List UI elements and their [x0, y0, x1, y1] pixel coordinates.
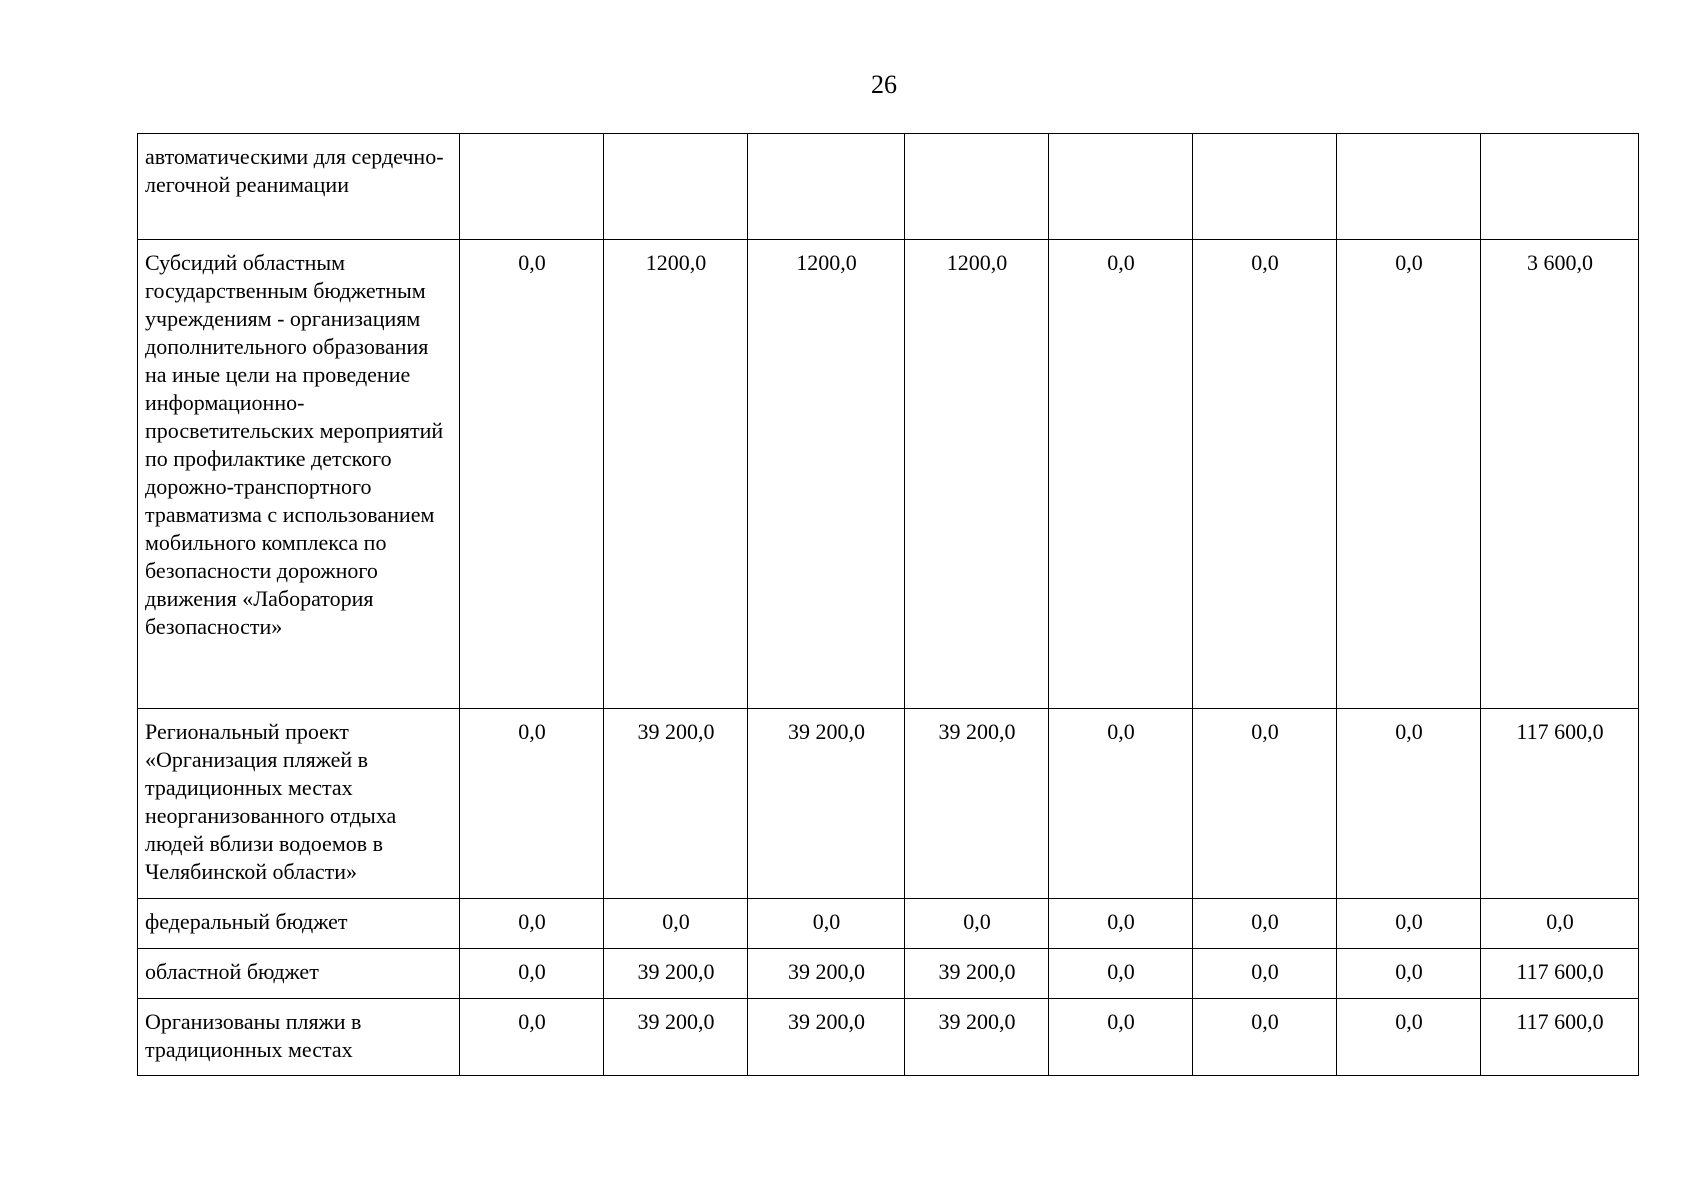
value-cell: 0,0 [1337, 949, 1481, 999]
row-label: Субсидий областным государственным бюджетным учреждениям - организациям дополнительного образования на иные цели на проведение информационно-просветительских мероприятий по профилактике детского дорожно-транспортного травматизма с использованием мобильного комплекса по безопасности дорожного движения «Лаборатория безопасности» [138, 240, 460, 709]
page-number: 26 [871, 70, 897, 99]
value-cell: 0,0 [460, 240, 604, 709]
value-cell: 0,0 [1049, 949, 1193, 999]
value-cell: 1200,0 [604, 240, 748, 709]
table-body [138, 134, 1639, 1076]
value-cell: 0,0 [1049, 899, 1193, 949]
value-cell: 0,0 [1193, 949, 1337, 999]
row-label: федеральный бюджет [138, 899, 460, 949]
value-cell: 1200,0 [905, 240, 1049, 709]
value-cell: 0,0 [1049, 999, 1193, 1076]
table-row [138, 899, 1639, 949]
value-cell: 0,0 [1193, 240, 1337, 709]
row-label: Организованы пляжи в традиционных местах [138, 999, 460, 1076]
value-cell [1049, 134, 1193, 240]
value-cell [1193, 134, 1337, 240]
value-cell: 0,0 [1337, 899, 1481, 949]
value-cell [604, 134, 748, 240]
value-cell: 0,0 [1193, 709, 1337, 899]
value-cell: 39 200,0 [748, 999, 905, 1076]
value-cell: 0,0 [1481, 899, 1639, 949]
value-cell [1481, 134, 1639, 240]
value-cell: 0,0 [905, 899, 1049, 949]
value-cell: 0,0 [748, 899, 905, 949]
value-cell: 39 200,0 [905, 709, 1049, 899]
value-cell: 0,0 [1337, 240, 1481, 709]
value-cell: 0,0 [460, 949, 604, 999]
value-cell: 117 600,0 [1481, 709, 1639, 899]
value-cell: 0,0 [460, 999, 604, 1076]
table-row [138, 709, 1639, 899]
row-label: Региональный проект «Организация пляжей в традиционных местах неорганизованного отдыха людей вблизи водоемов в Челябинской области» [138, 709, 460, 899]
budget-table [137, 133, 1639, 1076]
value-cell: 0,0 [460, 709, 604, 899]
value-cell: 39 200,0 [604, 949, 748, 999]
value-cell [1337, 134, 1481, 240]
table-row [138, 240, 1639, 709]
value-cell: 39 200,0 [604, 709, 748, 899]
value-cell: 0,0 [1337, 999, 1481, 1076]
value-cell: 39 200,0 [905, 949, 1049, 999]
value-cell: 0,0 [1337, 709, 1481, 899]
value-cell: 1200,0 [748, 240, 905, 709]
value-cell: 0,0 [1193, 999, 1337, 1076]
table-row [138, 949, 1639, 999]
value-cell [460, 134, 604, 240]
value-cell: 39 200,0 [905, 999, 1049, 1076]
value-cell: 0,0 [1049, 240, 1193, 709]
value-cell [905, 134, 1049, 240]
value-cell: 117 600,0 [1481, 999, 1639, 1076]
table-row [138, 999, 1639, 1076]
value-cell: 0,0 [1193, 899, 1337, 949]
value-cell: 117 600,0 [1481, 949, 1639, 999]
value-cell: 39 200,0 [604, 999, 748, 1076]
row-label: автоматическими для сердечно-легочной реанимации [138, 134, 460, 240]
table-row [138, 134, 1639, 240]
value-cell: 3 600,0 [1481, 240, 1639, 709]
row-label: областной бюджет [138, 949, 460, 999]
value-cell: 0,0 [460, 899, 604, 949]
value-cell: 39 200,0 [748, 709, 905, 899]
value-cell [748, 134, 905, 240]
value-cell: 39 200,0 [748, 949, 905, 999]
value-cell: 0,0 [1049, 709, 1193, 899]
value-cell: 0,0 [604, 899, 748, 949]
